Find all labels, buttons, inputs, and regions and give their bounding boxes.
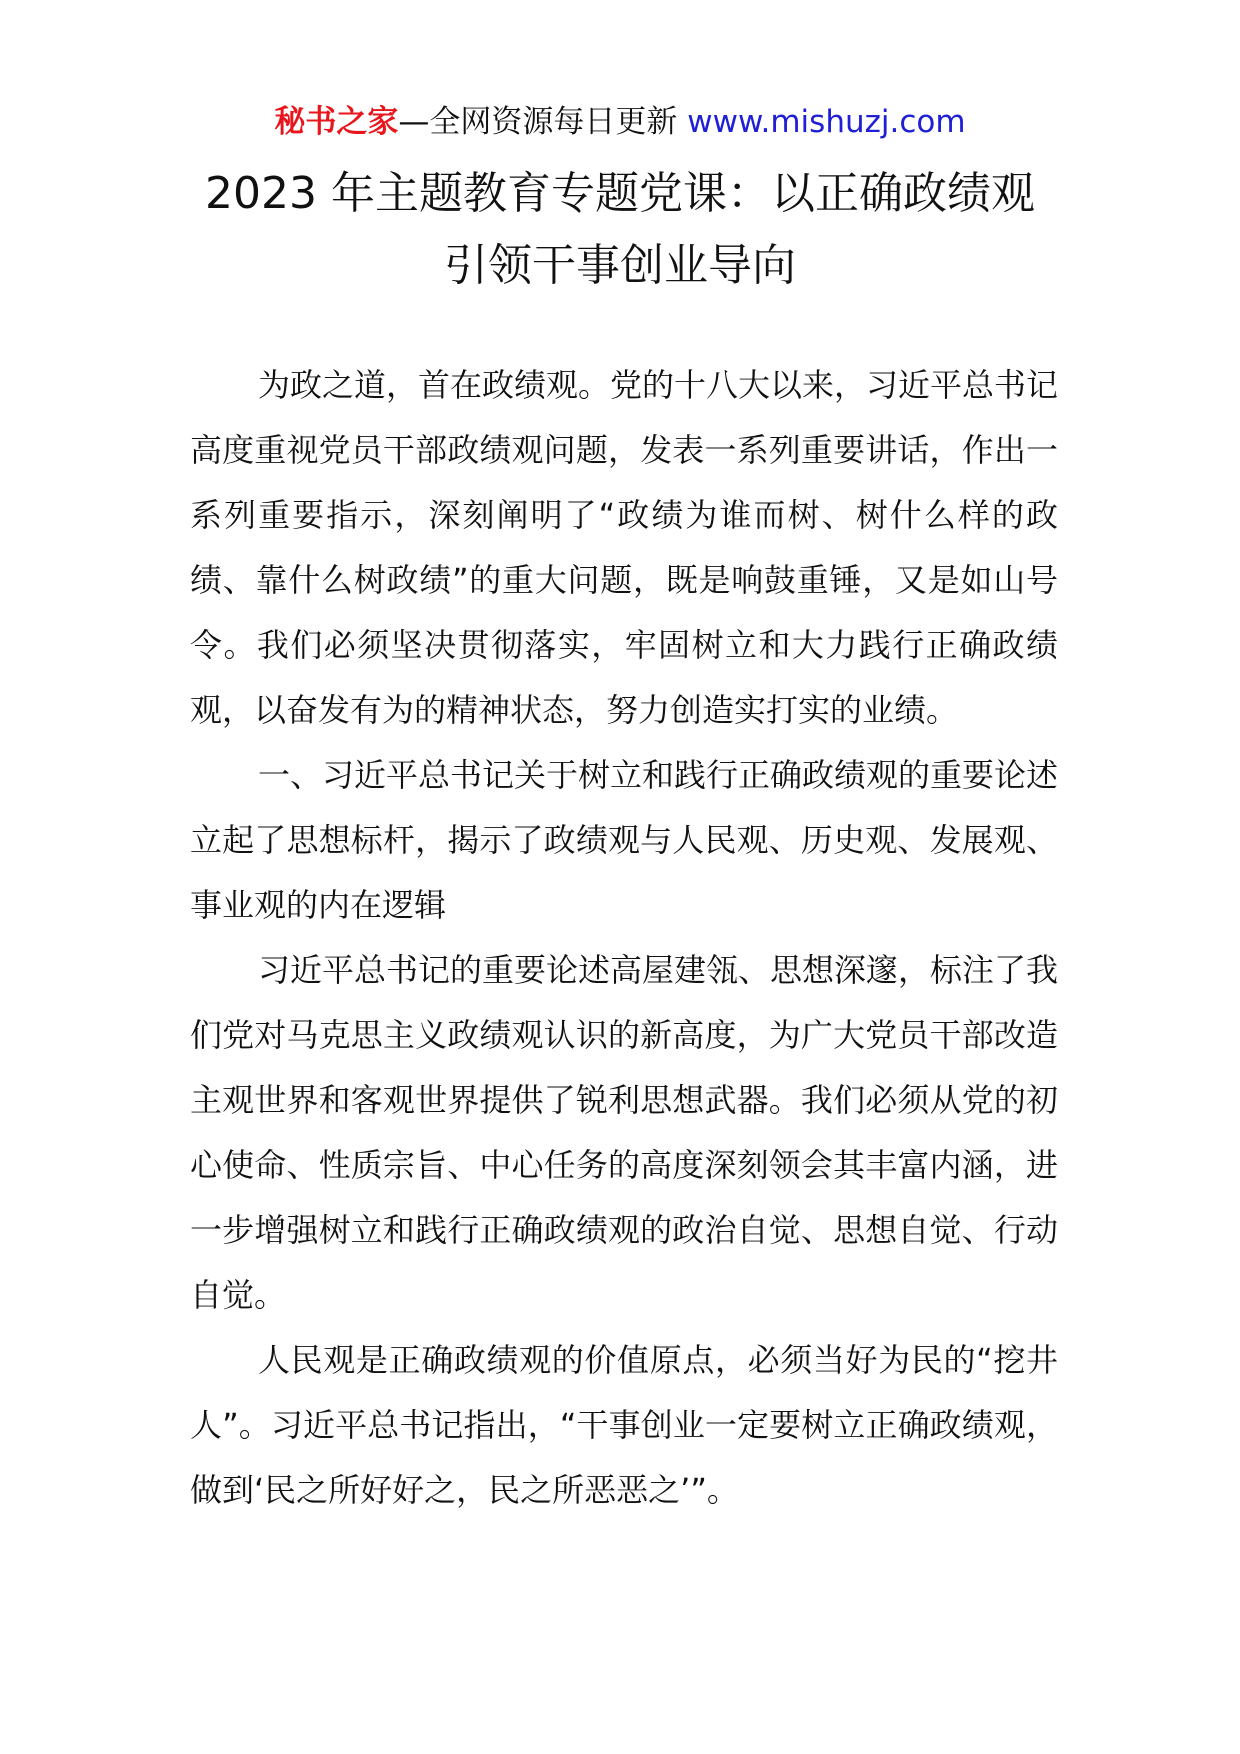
header-tagline: —全网资源每日更新 xyxy=(398,104,688,140)
document-title xyxy=(0,158,1240,302)
title-line-2: 引领干事创业导向 xyxy=(444,240,796,291)
site-header xyxy=(0,100,1240,144)
paragraph-section-1: 习近平总书记的重要论述高屋建瓴、思想深邃，标注了我们党对马克思主义政绩观认识的新高度，为广大党员干部改造主观世界和客观世界提供了锐利思想武器。我们必须从党的初心使命、性质宗旨、中心任务的高度深刻领会其丰富内涵，进一步增强树立和践行正确政绩观的政治自觉、思想自觉、行动自觉。 xyxy=(190,951,1059,1314)
site-url-link[interactable]: www.mishuzj.com xyxy=(687,104,966,140)
document-body xyxy=(190,353,1058,1523)
brand-name: 秘书之家 xyxy=(274,104,399,140)
section-heading-1: 一、习近平总书记关于树立和践行正确政绩观的重要论述立起了思想标杆，揭示了政绩观与人民观、历史观、发展观、事业观的内在逻辑 xyxy=(190,756,1059,924)
title-line-1: 2023 年主题教育专题党课：以正确政绩观 xyxy=(205,168,1035,219)
paragraph-intro: 为政之道，首在政绩观。党的十八大以来，习近平总书记高度重视党员干部政绩观问题，发表一系列重要讲话，作出一系列重要指示，深刻阐明了“政绩为谁而树、树什么样的政绩、靠什么树政绩”的重大问题，既是响鼓重锤，又是如山号令。我们必须坚决贯彻落实，牢固树立和大力践行正确政绩观，以奋发有为的精神状态，努力创造实打实的业绩。 xyxy=(190,366,1059,729)
paragraph-people-view: 人民观是正确政绩观的价值原点，必须当好为民的“挖井人”。习近平总书记指出，“干事创业一定要树立正确政绩观，做到‘民之所好好之，民之所恶恶之’”。 xyxy=(190,1341,1058,1509)
